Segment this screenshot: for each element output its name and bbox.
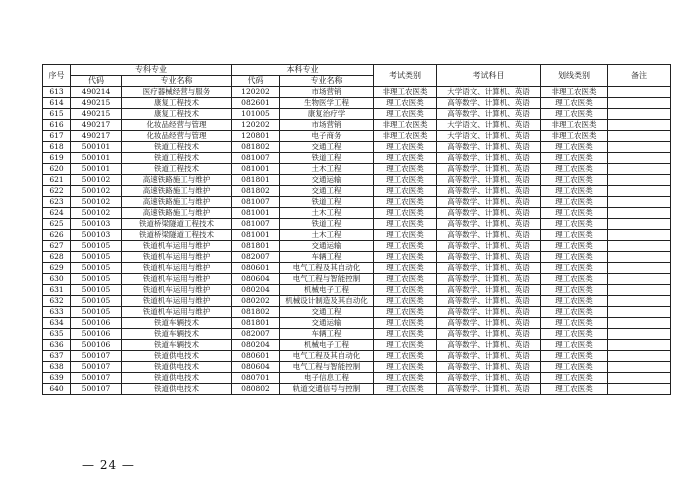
cell-exam-subjects: 高等数学、计算机、英语	[437, 274, 541, 285]
table-row	[43, 120, 671, 131]
cell-remarks	[608, 208, 671, 219]
cell-exam-subjects: 高等数学、计算机、英语	[437, 197, 541, 208]
cell-junior-code: 500105	[71, 296, 122, 307]
cell-remarks	[608, 87, 671, 98]
cell-seq: 618	[43, 142, 71, 153]
cell-junior-code: 500102	[71, 208, 122, 219]
cell-junior-code: 500105	[71, 241, 122, 252]
cell-bachelor-code: 081001	[232, 230, 280, 241]
cell-exam-type: 理工农医类	[374, 197, 437, 208]
cell-junior-name: 铁道供电技术	[122, 351, 232, 362]
cell-bachelor-code: 080802	[232, 384, 280, 395]
cell-seq: 614	[43, 98, 71, 109]
table-row	[43, 208, 671, 219]
cell-junior-name: 铁道工程技术	[122, 142, 232, 153]
cell-junior-name: 高速铁路施工与维护	[122, 208, 232, 219]
table-row	[43, 142, 671, 153]
cell-junior-name: 铁道机车运用与维护	[122, 285, 232, 296]
cell-bachelor-code: 081007	[232, 153, 280, 164]
cell-bachelor-name: 交通工程	[280, 142, 374, 153]
cell-remarks	[608, 351, 671, 362]
table-row	[43, 197, 671, 208]
cell-exam-type: 理工农医类	[374, 362, 437, 373]
cell-exam-subjects: 高等数学、计算机、英语	[437, 252, 541, 263]
cell-bachelor-code: 081001	[232, 208, 280, 219]
header-junior-name: 专业名称	[122, 76, 232, 87]
cell-junior-code: 500101	[71, 153, 122, 164]
table-row	[43, 274, 671, 285]
cell-seq: 634	[43, 318, 71, 329]
cell-junior-name: 高速铁路施工与维护	[122, 197, 232, 208]
table-row	[43, 318, 671, 329]
cell-line-type: 非理工农医类	[541, 131, 608, 142]
cell-exam-type: 理工农医类	[374, 164, 437, 175]
cell-exam-subjects: 高等数学、计算机、英语	[437, 384, 541, 395]
cell-junior-code: 490215	[71, 98, 122, 109]
header-bachelor-name: 专业名称	[280, 76, 374, 87]
cell-junior-name: 铁道供电技术	[122, 362, 232, 373]
cell-remarks	[608, 164, 671, 175]
cell-bachelor-code: 120202	[232, 120, 280, 131]
cell-bachelor-code: 101005	[232, 109, 280, 120]
cell-line-type: 理工农医类	[541, 219, 608, 230]
cell-junior-name: 医疗器械经营与服务	[122, 87, 232, 98]
cell-bachelor-code: 080601	[232, 263, 280, 274]
cell-bachelor-code: 081007	[232, 219, 280, 230]
cell-remarks	[608, 307, 671, 318]
cell-exam-type: 理工农医类	[374, 252, 437, 263]
cell-seq: 630	[43, 274, 71, 285]
cell-bachelor-name: 电子信息工程	[280, 373, 374, 384]
cell-bachelor-name: 电子商务	[280, 131, 374, 142]
table-row	[43, 384, 671, 395]
table-row	[43, 252, 671, 263]
cell-bachelor-code: 081802	[232, 307, 280, 318]
table-row	[43, 296, 671, 307]
cell-junior-code: 500102	[71, 175, 122, 186]
cell-exam-subjects: 高等数学、计算机、英语	[437, 263, 541, 274]
cell-junior-code: 500102	[71, 186, 122, 197]
cell-junior-code: 500107	[71, 373, 122, 384]
cell-remarks	[608, 329, 671, 340]
page-number: — 24 —	[82, 458, 135, 472]
header-exam-subjects: 考试科目	[437, 65, 541, 87]
cell-line-type: 理工农医类	[541, 329, 608, 340]
cell-bachelor-code: 081801	[232, 318, 280, 329]
cell-junior-code: 500105	[71, 263, 122, 274]
cell-bachelor-name: 土木工程	[280, 230, 374, 241]
cell-junior-code: 500105	[71, 252, 122, 263]
cell-line-type: 非理工农医类	[541, 87, 608, 98]
cell-remarks	[608, 197, 671, 208]
cell-remarks	[608, 373, 671, 384]
cell-bachelor-name: 交通运输	[280, 175, 374, 186]
cell-junior-name: 铁道机车运用与维护	[122, 296, 232, 307]
cell-exam-type: 理工农医类	[374, 274, 437, 285]
cell-remarks	[608, 142, 671, 153]
cell-exam-subjects: 高等数学、计算机、英语	[437, 175, 541, 186]
admission-table	[42, 64, 671, 395]
cell-seq: 616	[43, 120, 71, 131]
cell-line-type: 理工农医类	[541, 164, 608, 175]
cell-remarks	[608, 241, 671, 252]
cell-exam-type: 理工农医类	[374, 285, 437, 296]
cell-exam-subjects: 高等数学、计算机、英语	[437, 362, 541, 373]
table-row	[43, 307, 671, 318]
cell-junior-name: 康复工程技术	[122, 98, 232, 109]
cell-exam-subjects: 高等数学、计算机、英语	[437, 285, 541, 296]
cell-junior-code: 500107	[71, 384, 122, 395]
cell-exam-type: 理工农医类	[374, 153, 437, 164]
cell-line-type: 理工农医类	[541, 252, 608, 263]
cell-exam-type: 理工农医类	[374, 186, 437, 197]
cell-bachelor-name: 车辆工程	[280, 329, 374, 340]
cell-remarks	[608, 340, 671, 351]
cell-exam-type: 理工农医类	[374, 351, 437, 362]
cell-seq: 639	[43, 373, 71, 384]
table-row	[43, 87, 671, 98]
cell-line-type: 理工农医类	[541, 296, 608, 307]
cell-line-type: 理工农医类	[541, 142, 608, 153]
cell-junior-name: 铁道车辆技术	[122, 318, 232, 329]
cell-exam-type: 理工农医类	[374, 142, 437, 153]
cell-exam-type: 理工农医类	[374, 384, 437, 395]
cell-line-type: 理工农医类	[541, 109, 608, 120]
cell-remarks	[608, 109, 671, 120]
cell-junior-code: 490217	[71, 120, 122, 131]
cell-junior-code: 500106	[71, 318, 122, 329]
cell-bachelor-code: 080604	[232, 362, 280, 373]
cell-junior-code: 500107	[71, 362, 122, 373]
cell-bachelor-name: 铁道工程	[280, 153, 374, 164]
cell-exam-subjects: 大学语文、计算机、英语	[437, 87, 541, 98]
cell-exam-type: 非理工农医类	[374, 120, 437, 131]
cell-bachelor-code: 080701	[232, 373, 280, 384]
cell-seq: 617	[43, 131, 71, 142]
cell-exam-subjects: 高等数学、计算机、英语	[437, 219, 541, 230]
cell-line-type: 理工农医类	[541, 98, 608, 109]
table-row	[43, 340, 671, 351]
cell-exam-subjects: 大学语文、计算机、英语	[437, 131, 541, 142]
cell-junior-code: 500103	[71, 219, 122, 230]
header-bachelor-major: 本科专业	[232, 65, 374, 76]
cell-bachelor-name: 车辆工程	[280, 252, 374, 263]
cell-bachelor-name: 轨道交通信号与控制	[280, 384, 374, 395]
cell-bachelor-name: 市场营销	[280, 87, 374, 98]
cell-junior-code: 490214	[71, 87, 122, 98]
table-row	[43, 329, 671, 340]
header-seq: 序号	[43, 65, 71, 87]
cell-junior-name: 铁道车辆技术	[122, 329, 232, 340]
cell-bachelor-name: 机械电子工程	[280, 285, 374, 296]
cell-exam-subjects: 高等数学、计算机、英语	[437, 340, 541, 351]
cell-seq: 624	[43, 208, 71, 219]
cell-junior-name: 铁道机车运用与维护	[122, 263, 232, 274]
cell-bachelor-name: 电气工程与智能控制	[280, 362, 374, 373]
cell-remarks	[608, 175, 671, 186]
cell-remarks	[608, 219, 671, 230]
cell-bachelor-code: 082007	[232, 252, 280, 263]
cell-line-type: 理工农医类	[541, 340, 608, 351]
cell-bachelor-name: 电气工程及其自动化	[280, 351, 374, 362]
cell-bachelor-name: 交通工程	[280, 307, 374, 318]
cell-exam-type: 非理工农医类	[374, 131, 437, 142]
cell-bachelor-code: 081801	[232, 241, 280, 252]
cell-seq: 621	[43, 175, 71, 186]
cell-exam-type: 理工农医类	[374, 208, 437, 219]
cell-junior-name: 高速铁路施工与维护	[122, 175, 232, 186]
cell-exam-type: 理工农医类	[374, 241, 437, 252]
cell-exam-subjects: 高等数学、计算机、英语	[437, 142, 541, 153]
cell-seq: 626	[43, 230, 71, 241]
table-row	[43, 263, 671, 274]
cell-bachelor-code: 081801	[232, 175, 280, 186]
cell-seq: 638	[43, 362, 71, 373]
cell-line-type: 理工农医类	[541, 362, 608, 373]
cell-line-type: 理工农医类	[541, 186, 608, 197]
cell-seq: 640	[43, 384, 71, 395]
cell-remarks	[608, 252, 671, 263]
cell-exam-type: 理工农医类	[374, 98, 437, 109]
header-bachelor-code: 代码	[232, 76, 280, 87]
cell-exam-subjects: 高等数学、计算机、英语	[437, 318, 541, 329]
cell-line-type: 理工农医类	[541, 384, 608, 395]
cell-exam-type: 理工农医类	[374, 109, 437, 120]
cell-remarks	[608, 120, 671, 131]
cell-remarks	[608, 230, 671, 241]
cell-bachelor-name: 土木工程	[280, 208, 374, 219]
cell-bachelor-code: 080204	[232, 340, 280, 351]
cell-junior-name: 铁道机车运用与维护	[122, 241, 232, 252]
cell-line-type: 理工农医类	[541, 373, 608, 384]
header-exam-type: 考试类别	[374, 65, 437, 87]
cell-exam-type: 理工农医类	[374, 373, 437, 384]
cell-line-type: 理工农医类	[541, 208, 608, 219]
cell-exam-subjects: 高等数学、计算机、英语	[437, 186, 541, 197]
cell-junior-name: 铁道机车运用与维护	[122, 274, 232, 285]
header-junior-major: 专科专业	[71, 65, 232, 76]
table-row	[43, 164, 671, 175]
cell-bachelor-code: 081001	[232, 164, 280, 175]
cell-exam-subjects: 高等数学、计算机、英语	[437, 329, 541, 340]
cell-junior-code: 500105	[71, 307, 122, 318]
table-row	[43, 241, 671, 252]
cell-bachelor-code: 082007	[232, 329, 280, 340]
cell-bachelor-name: 铁道工程	[280, 197, 374, 208]
table-body	[43, 87, 671, 395]
cell-exam-type: 理工农医类	[374, 263, 437, 274]
cell-junior-name: 铁道车辆技术	[122, 340, 232, 351]
cell-exam-type: 理工农医类	[374, 340, 437, 351]
cell-junior-code: 500107	[71, 351, 122, 362]
cell-exam-subjects: 高等数学、计算机、英语	[437, 98, 541, 109]
cell-exam-subjects: 高等数学、计算机、英语	[437, 153, 541, 164]
cell-remarks	[608, 274, 671, 285]
cell-junior-code: 500103	[71, 230, 122, 241]
cell-seq: 622	[43, 186, 71, 197]
table-row	[43, 186, 671, 197]
cell-junior-name: 铁道工程技术	[122, 164, 232, 175]
cell-junior-name: 化妆品经营与管理	[122, 131, 232, 142]
cell-seq: 632	[43, 296, 71, 307]
cell-bachelor-name: 电气工程与智能控制	[280, 274, 374, 285]
cell-junior-code: 500101	[71, 142, 122, 153]
cell-seq: 615	[43, 109, 71, 120]
cell-bachelor-code: 080601	[232, 351, 280, 362]
cell-junior-code: 500101	[71, 164, 122, 175]
cell-exam-type: 理工农医类	[374, 296, 437, 307]
cell-junior-code: 500102	[71, 197, 122, 208]
cell-line-type: 理工农医类	[541, 351, 608, 362]
cell-bachelor-name: 土木工程	[280, 164, 374, 175]
table-row	[43, 175, 671, 186]
cell-bachelor-name: 康复治疗学	[280, 109, 374, 120]
cell-exam-subjects: 高等数学、计算机、英语	[437, 307, 541, 318]
cell-exam-subjects: 高等数学、计算机、英语	[437, 109, 541, 120]
header-junior-code: 代码	[71, 76, 122, 87]
cell-seq: 620	[43, 164, 71, 175]
cell-seq: 633	[43, 307, 71, 318]
cell-exam-subjects: 高等数学、计算机、英语	[437, 351, 541, 362]
cell-remarks	[608, 318, 671, 329]
cell-bachelor-code: 081007	[232, 197, 280, 208]
cell-exam-type: 理工农医类	[374, 219, 437, 230]
cell-bachelor-code: 081802	[232, 186, 280, 197]
cell-remarks	[608, 362, 671, 373]
cell-remarks	[608, 131, 671, 142]
cell-line-type: 理工农医类	[541, 274, 608, 285]
cell-bachelor-name: 电气工程及其自动化	[280, 263, 374, 274]
table-row	[43, 230, 671, 241]
cell-junior-name: 铁道桥梁隧道工程技术	[122, 230, 232, 241]
cell-seq: 631	[43, 285, 71, 296]
cell-bachelor-code: 120801	[232, 131, 280, 142]
cell-bachelor-code: 081802	[232, 142, 280, 153]
cell-bachelor-name: 交通运输	[280, 241, 374, 252]
cell-seq: 619	[43, 153, 71, 164]
cell-exam-type: 理工农医类	[374, 307, 437, 318]
cell-junior-code: 490217	[71, 131, 122, 142]
cell-junior-name: 康复工程技术	[122, 109, 232, 120]
cell-seq: 627	[43, 241, 71, 252]
cell-bachelor-code: 082601	[232, 98, 280, 109]
cell-junior-name: 化妆品经营与管理	[122, 120, 232, 131]
cell-junior-name: 高速铁路施工与维护	[122, 186, 232, 197]
cell-remarks	[608, 285, 671, 296]
cell-exam-type: 理工农医类	[374, 175, 437, 186]
cell-remarks	[608, 186, 671, 197]
cell-exam-type: 理工农医类	[374, 329, 437, 340]
table-row	[43, 373, 671, 384]
cell-remarks	[608, 263, 671, 274]
table-row	[43, 153, 671, 164]
cell-line-type: 理工农医类	[541, 285, 608, 296]
table-row	[43, 285, 671, 296]
cell-junior-name: 铁道机车运用与维护	[122, 307, 232, 318]
cell-exam-subjects: 高等数学、计算机、英语	[437, 230, 541, 241]
cell-exam-subjects: 高等数学、计算机、英语	[437, 241, 541, 252]
cell-bachelor-name: 交通工程	[280, 186, 374, 197]
table-row	[43, 219, 671, 230]
cell-bachelor-code: 120202	[232, 87, 280, 98]
cell-exam-subjects: 大学语文、计算机、英语	[437, 120, 541, 131]
cell-exam-subjects: 高等数学、计算机、英语	[437, 296, 541, 307]
cell-bachelor-code: 080204	[232, 285, 280, 296]
cell-exam-subjects: 高等数学、计算机、英语	[437, 373, 541, 384]
cell-line-type: 理工农医类	[541, 241, 608, 252]
cell-junior-code: 500106	[71, 329, 122, 340]
cell-line-type: 理工农医类	[541, 318, 608, 329]
cell-line-type: 理工农医类	[541, 307, 608, 318]
cell-bachelor-name: 铁道工程	[280, 219, 374, 230]
cell-exam-type: 理工农医类	[374, 318, 437, 329]
table-row	[43, 98, 671, 109]
cell-junior-name: 铁道桥梁隧道工程技术	[122, 219, 232, 230]
cell-seq: 635	[43, 329, 71, 340]
cell-bachelor-name: 机械设计制造及其自动化	[280, 296, 374, 307]
cell-exam-type: 非理工农医类	[374, 87, 437, 98]
cell-bachelor-name: 机械电子工程	[280, 340, 374, 351]
cell-bachelor-name: 交通运输	[280, 318, 374, 329]
header-remarks: 备注	[608, 65, 671, 87]
cell-junior-name: 铁道供电技术	[122, 384, 232, 395]
cell-exam-subjects: 高等数学、计算机、英语	[437, 208, 541, 219]
header-line-type: 划线类别	[541, 65, 608, 87]
cell-junior-code: 490215	[71, 109, 122, 120]
cell-line-type: 非理工农医类	[541, 120, 608, 131]
cell-remarks	[608, 384, 671, 395]
cell-exam-subjects: 高等数学、计算机、英语	[437, 164, 541, 175]
cell-line-type: 理工农医类	[541, 263, 608, 274]
cell-line-type: 理工农医类	[541, 230, 608, 241]
cell-seq: 628	[43, 252, 71, 263]
cell-bachelor-code: 080604	[232, 274, 280, 285]
table-row	[43, 351, 671, 362]
cell-junior-name: 铁道机车运用与维护	[122, 252, 232, 263]
cell-line-type: 理工农医类	[541, 197, 608, 208]
cell-seq: 637	[43, 351, 71, 362]
table-row	[43, 362, 671, 373]
cell-seq: 625	[43, 219, 71, 230]
cell-seq: 613	[43, 87, 71, 98]
cell-exam-type: 理工农医类	[374, 230, 437, 241]
cell-seq: 623	[43, 197, 71, 208]
cell-bachelor-name: 市场营销	[280, 120, 374, 131]
cell-junior-code: 500106	[71, 340, 122, 351]
cell-junior-name: 铁道供电技术	[122, 373, 232, 384]
cell-junior-code: 500105	[71, 274, 122, 285]
cell-seq: 636	[43, 340, 71, 351]
cell-remarks	[608, 153, 671, 164]
table-row	[43, 109, 671, 120]
cell-bachelor-name: 生物医学工程	[280, 98, 374, 109]
cell-junior-code: 500105	[71, 285, 122, 296]
cell-junior-name: 铁道工程技术	[122, 153, 232, 164]
table-row	[43, 131, 671, 142]
cell-bachelor-code: 080202	[232, 296, 280, 307]
cell-line-type: 理工农医类	[541, 153, 608, 164]
cell-remarks	[608, 296, 671, 307]
cell-remarks	[608, 98, 671, 109]
cell-seq: 629	[43, 263, 71, 274]
cell-line-type: 理工农医类	[541, 175, 608, 186]
